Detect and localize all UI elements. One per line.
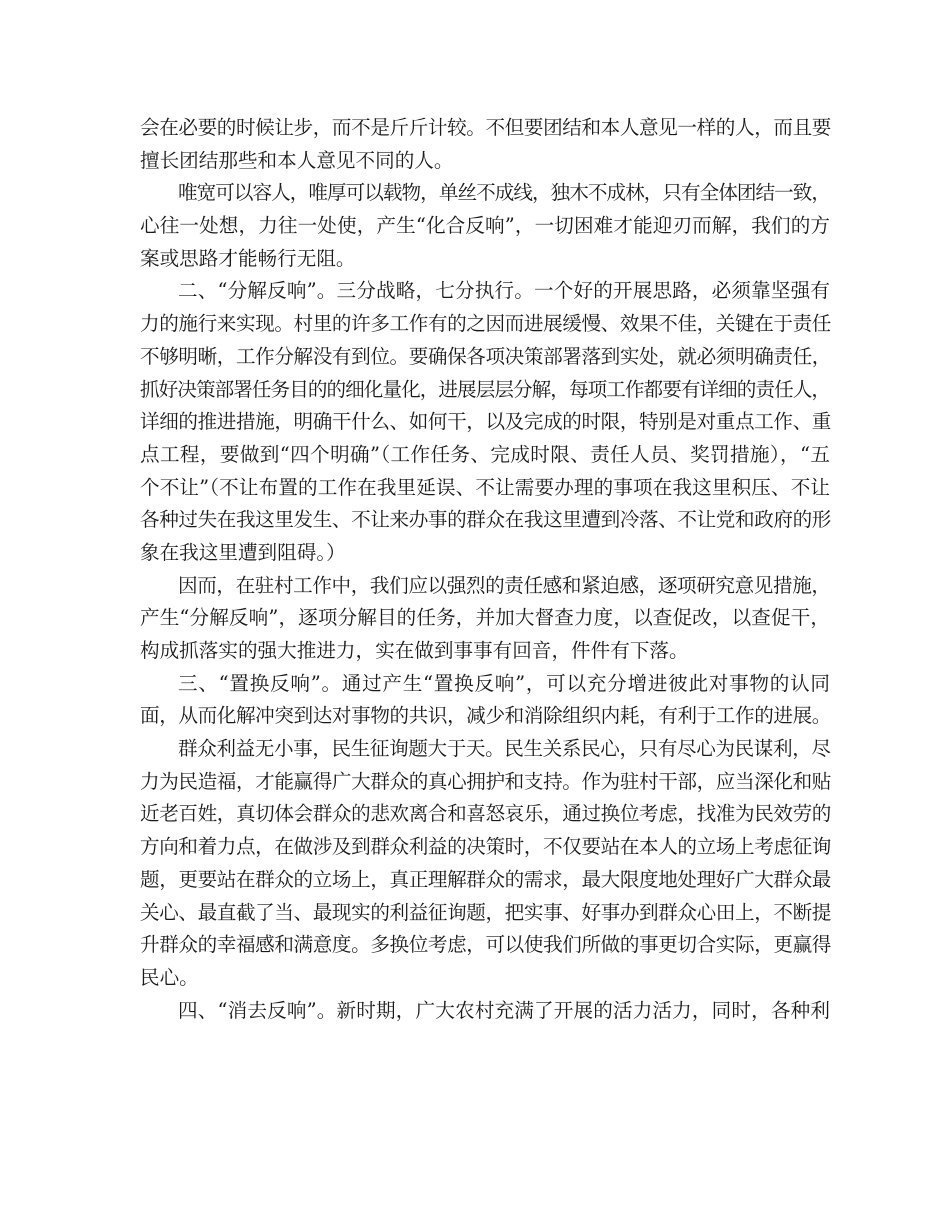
text-line: 方向和着力点，在做涉及到群众利益的决策时，不仅要站在本人的立场上考虑征询 (140, 835, 831, 859)
text-line: 抓好决策部署任务目的的细化量化，进展层层分解，每项工作都要有详细的责任人， (140, 377, 830, 401)
text-line: 升群众的幸福感和满意度。多换位考虑，可以使我们所做的事更切合实际，更赢得 (140, 933, 831, 957)
text-line: 个不让”（不让布置的工作在我里延误、不让需要办理的事项在我这里积压、不让 (140, 475, 830, 499)
text-line: 近老百姓，真切体会群众的悲欢离合和喜怒哀乐，通过换位考虑，找准为民效劳的 (140, 802, 831, 826)
text-line: 各种过失在我这里发生、不让来办事的群众在我这里遭到冷落、不让党和政府的形 (140, 508, 831, 532)
text-line: 擅长团结那些和本人意见不同的人。 (140, 148, 454, 172)
text-line: 心往一处想，力往一处使，产生“化合反响”，一切困难才能迎刃而解，我们的方 (140, 214, 830, 238)
text-line: 关心、最直截了当、最现实的利益征询题，把实事、好事办到群众心田上，不断提 (140, 900, 831, 924)
text-line: 群众利益无小事，民生征询题大于天。民生关系民心，只有尽心为民谋利，尽 (178, 737, 831, 761)
text-line: 点工程，要做到“四个明确”（工作任务、完成时限、责任人员、奖罚措施），“五 (140, 442, 830, 466)
text-line: 二、“分解反响”。三分战略，七分执行。一个好的开展思路，必须靠坚强有 (178, 279, 830, 303)
text-line: 产生“分解反响”，逐项分解目的任务，并加大督查力度，以查促改，以查促干， (140, 606, 830, 630)
text-line: 详细的推进措施，明确干什么、如何干，以及完成的时限，特别是对重点工作、重 (140, 410, 831, 434)
text-line: 构成抓落实的强大推进力，实在做到事事有回音，件件有下落。 (140, 639, 689, 662)
text-line: 会在必要的时候让步，而不是斤斤计较。不但要团结和本人意见一样的人，而且要 (140, 116, 831, 139)
text-line: 象在我这里遭到阻碍。） (140, 540, 346, 564)
text-line: 不够明晰，工作分解没有到位。要确保各项决策部署落到实处，就必须明确责任， (140, 344, 831, 368)
text-line: 力为民造福，才能赢得广大群众的真心拥护和支持。作为驻村干部，应当深化和贴 (140, 769, 831, 793)
text-line: 案或思路才能畅行无阻。 (140, 246, 356, 270)
text-line: 三、“置换反响”。通过产生“置换反响”，可以充分增进彼此对事物的认同 (178, 671, 830, 695)
text-line: 面，从而化解冲突到达对事物的共识，减少和消除组织内耗，有利于工作的进展。 (140, 704, 831, 728)
text-line: 唯宽可以容人，唯厚可以载物，单丝不成线，独木不成林，只有全体团结一致， (178, 181, 830, 205)
text-line: 四、“消去反响”。新时期，广大农村充满了开展的活力活力，同时，各种利 (178, 998, 830, 1022)
text-line: 民心。 (140, 965, 199, 989)
text-line: 因而，在驻村工作中，我们应以强烈的责任感和紧迫感，逐项研究意见措施， (178, 573, 831, 597)
text-line: 题，更要站在群众的立场上，真正理解群众的需求，最大限度地处理好广大群众最 (140, 867, 831, 891)
document-body (140, 112, 830, 1027)
text-line: 力的施行来实现。村里的许多工作有的之因而进展缓慢、效果不佳，关键在于责任 (140, 312, 831, 336)
